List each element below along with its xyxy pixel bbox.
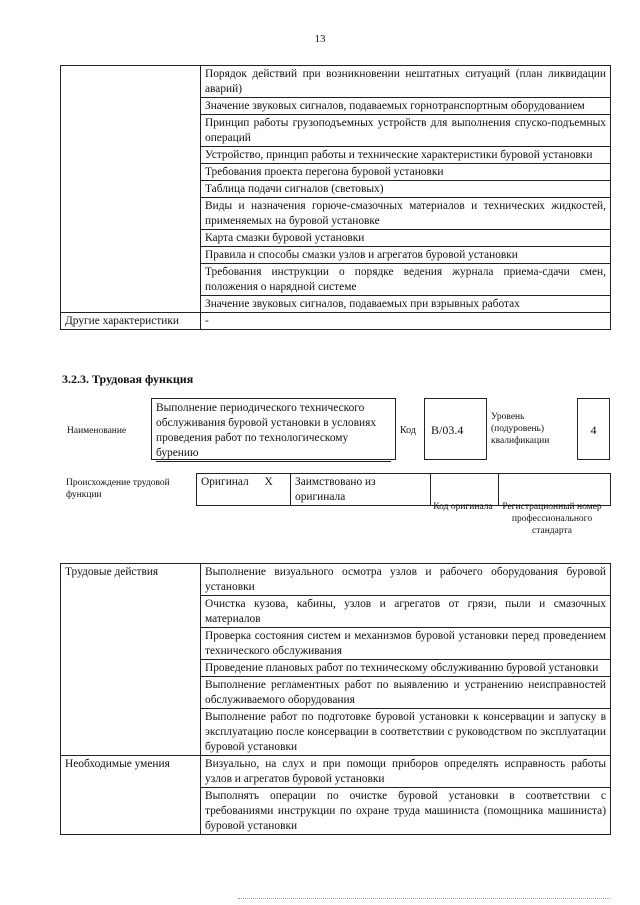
- page-number: 13: [314, 33, 326, 45]
- original-label: Оригинал: [197, 474, 261, 506]
- labor-action-item: Очистка кузова, кабины, узлов и агрегатов от грязи, пыли и смазочных материалов: [201, 596, 611, 628]
- labor-function-table: [60, 563, 611, 835]
- knowledge-item: Устройство, принцип работы и технические характеристики буровой установки: [201, 147, 611, 164]
- function-name-box: [151, 398, 396, 460]
- original-x-mark: X: [261, 474, 291, 506]
- knowledge-item: Карта смазки буровой установки: [201, 230, 611, 247]
- knowledge-item: Принцип работы грузоподъемных устройств для выполнения спуско-подъемных операций: [201, 115, 611, 147]
- borrowed-label: Заимствовано из оригинала: [291, 474, 431, 506]
- other-characteristics-label: Другие характеристики: [61, 313, 201, 330]
- labor-action-item: Выполнение визуального осмотра узлов и рабочего оборудования буровой установки: [201, 564, 611, 596]
- knowledge-item: Требования инструкции о порядке ведения журнала приема-сдачи смен, положения о нарядной системе: [201, 264, 611, 296]
- name-label: Наименование: [67, 426, 127, 436]
- knowledge-item: Таблица подачи сигналов (световых): [201, 181, 611, 198]
- code-value: В/03.4: [424, 398, 487, 460]
- labor-action-item: Выполнение работ по подготовке буровой установки к консервации и запуску в эксплуатацию после консервации в соответствии с руководством по эксплуатации буровой установки: [201, 709, 611, 756]
- knowledge-item: Значение звуковых сигналов, подаваемых при взрывных работах: [201, 296, 611, 313]
- empty-label-cell: [61, 66, 201, 313]
- knowledge-item: Правила и способы смазки узлов и агрегатов буровой установки: [201, 247, 611, 264]
- skill-item: Визуально, на слух и при помощи приборов определять исправность работы узлов и агрегатов буровой установки: [201, 756, 611, 788]
- skill-item: Выполнять операции по очистке буровой установки в соответствии с требованиями инструкции по охране труда машиниста (помощника машиниста) буровой установки: [201, 788, 611, 835]
- knowledge-item: Требования проекта перегона буровой установки: [201, 164, 611, 181]
- original-code-caption: Код оригинала: [433, 502, 493, 512]
- code-label: Код: [400, 425, 416, 436]
- required-skills-label: Необходимые умения: [61, 756, 201, 835]
- level-value: 4: [577, 398, 610, 460]
- origin-label: Происхождение трудовой функции: [66, 478, 170, 500]
- labor-action-item: Проверка состояния систем и механизмов буровой установки перед проведением технического обслуживания: [201, 628, 611, 660]
- labor-action-item: Проведение плановых работ по техническому обслуживанию буровой установки: [201, 660, 611, 677]
- other-characteristics-value: -: [201, 313, 611, 330]
- labor-action-item: Выполнение регламентных работ по выявлению и устранению неисправностей обслуживаемого оборудования: [201, 677, 611, 709]
- page-bottom-divider: [238, 898, 610, 899]
- knowledge-item: Значение звуковых сигналов, подаваемых горнотранспортным оборудованием: [201, 98, 611, 115]
- labor-actions-label: Трудовые действия: [61, 564, 201, 756]
- knowledge-item: Порядок действий при возникновении нештатных ситуаций (план ликвидации аварий): [201, 66, 611, 98]
- knowledge-item: Виды и назначения горюче-смазочных материалов и технических жидкостей, применяемых на буровой установке: [201, 198, 611, 230]
- level-label: Уровень (подуровень) квалификации: [491, 412, 550, 446]
- reg-number-caption: Регистрационный номер профессионального стандарта: [502, 502, 602, 536]
- section-heading: 3.2.3. Трудовая функция: [62, 372, 194, 386]
- knowledge-table: [60, 65, 611, 330]
- function-name-value: Выполнение периодического технического обслуживания буровой установки в условиях проведения работ по технологическому бурению: [156, 401, 391, 462]
